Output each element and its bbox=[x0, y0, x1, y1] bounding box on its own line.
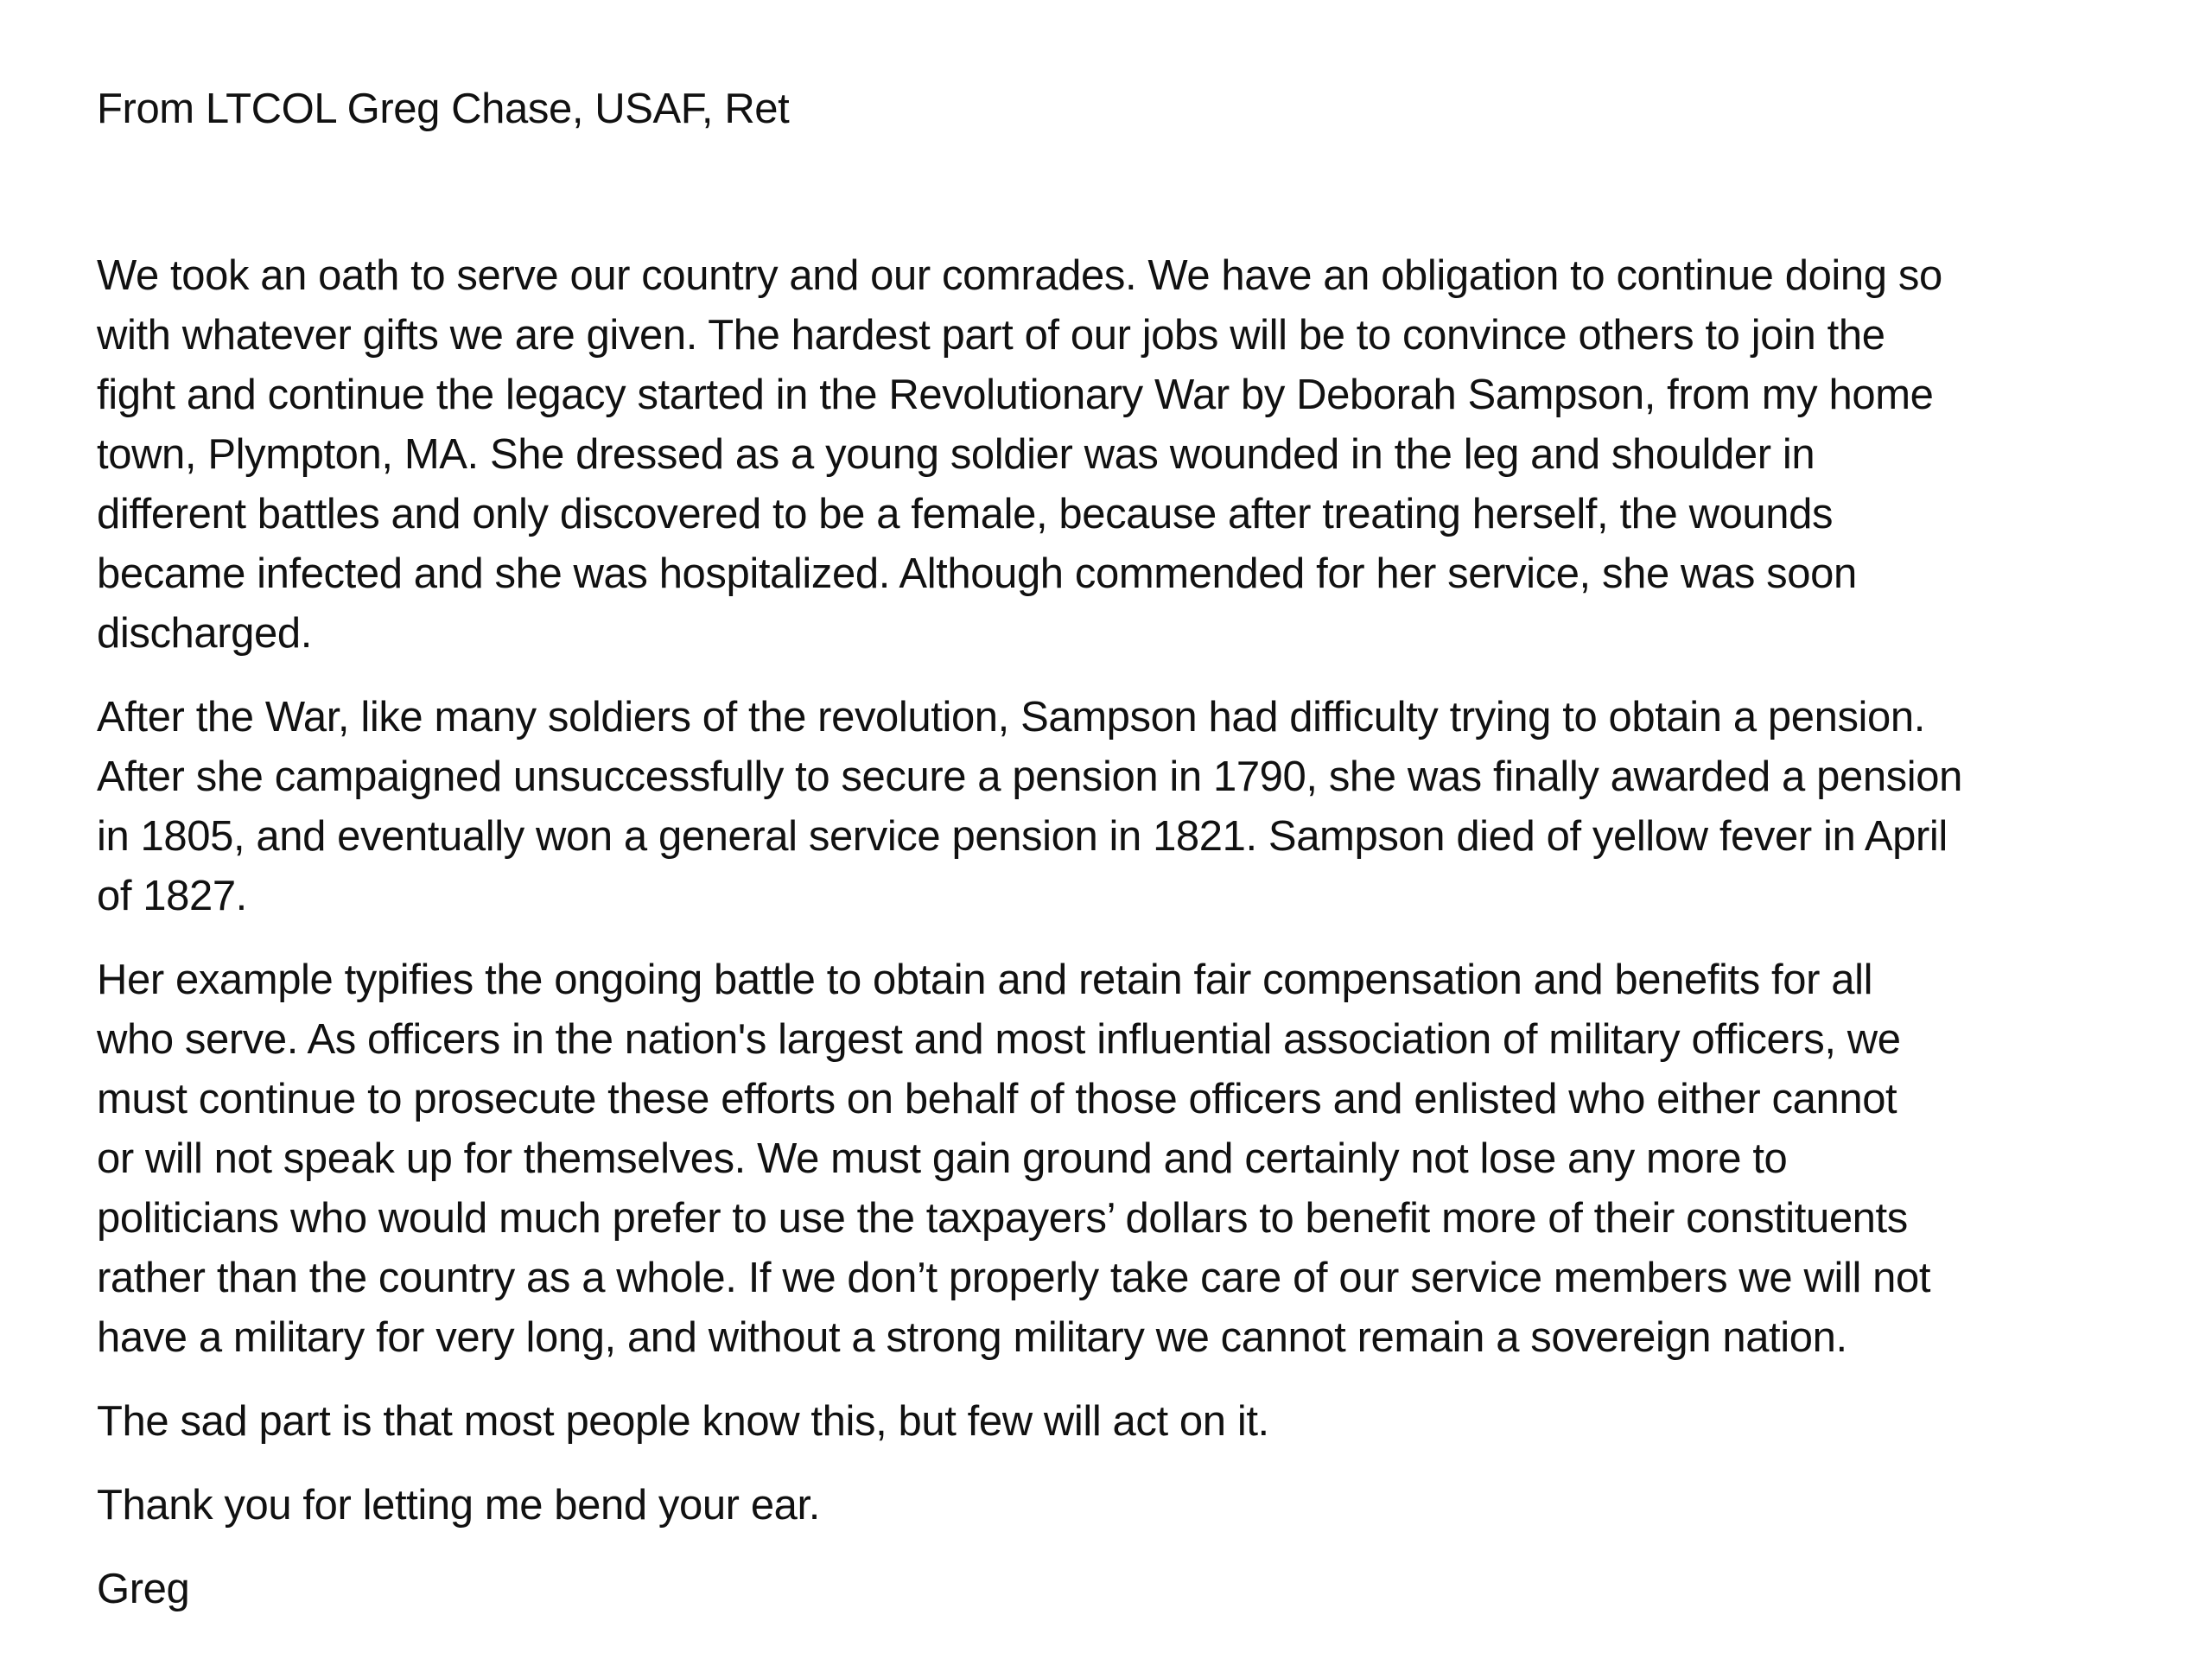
text-line: After she campaigned unsuccessfully to secure a pension in 1790, she was finally awarded a pension bbox=[97, 753, 1962, 800]
text-line: fight and continue the legacy started in the Revolutionary War by Deborah Sampson, from my home bbox=[97, 372, 1934, 418]
paragraph-example bbox=[97, 950, 2136, 1368]
text-line: or will not speak up for themselves. We must gain ground and certainly not lose any more to bbox=[97, 1135, 1788, 1182]
text-line: different battles and only discovered to be a female, because after treating herself, the wounds bbox=[97, 491, 1834, 537]
text-line: rather than the country as a whole. If we don’t properly take care of our service members we will not bbox=[97, 1255, 1931, 1301]
text-line: After the War, like many soldiers of the revolution, Sampson had difficulty trying to obtain a pension. bbox=[97, 694, 1925, 741]
text-line: town, Plympton, MA. She dressed as a young soldier was wounded in the leg and shoulder in bbox=[97, 431, 1815, 478]
text-line: Her example typifies the ongoing battle to obtain and retain fair compensation and benefits for all bbox=[97, 957, 1873, 1003]
text-line: must continue to prosecute these efforts on behalf of those officers and enlisted who either cannot bbox=[97, 1076, 1897, 1122]
letter-body bbox=[97, 79, 2136, 1619]
text-line: have a military for very long, and without a strong military we cannot remain a sovereign nation. bbox=[97, 1314, 1847, 1361]
paragraph-oath bbox=[97, 246, 2136, 664]
text-line: discharged. bbox=[97, 610, 312, 657]
text-line: became infected and she was hospitalized. Although commended for her service, she was soon bbox=[97, 550, 1857, 597]
text-line: politicians who would much prefer to use the taxpayers’ dollars to benefit more of their constituents bbox=[97, 1195, 1908, 1242]
paragraph-thank-you bbox=[97, 1476, 2136, 1535]
text-line: Thank you for letting me bend your ear. bbox=[97, 1482, 820, 1529]
text-line: in 1805, and eventually won a general service pension in 1821. Sampson died of yellow fever in April bbox=[97, 813, 1948, 860]
text-line: of 1827. bbox=[97, 873, 247, 919]
text-line: We took an oath to serve our country and our comrades. We have an obligation to continue doing so bbox=[97, 252, 1942, 299]
signature: Greg bbox=[97, 1566, 190, 1612]
text-line: with whatever gifts we are given. The hardest part of our jobs will be to convince others to join the bbox=[97, 312, 1885, 359]
from-line: From LTCOL Greg Chase, USAF, Ret bbox=[97, 86, 790, 132]
paragraph-pension bbox=[97, 688, 2136, 926]
text-line: who serve. As officers in the nation's largest and most influential association of military officers, we bbox=[97, 1016, 1901, 1063]
paragraph-sad-part bbox=[97, 1392, 2136, 1452]
text-line: The sad part is that most people know this, but few will act on it. bbox=[97, 1398, 1269, 1445]
